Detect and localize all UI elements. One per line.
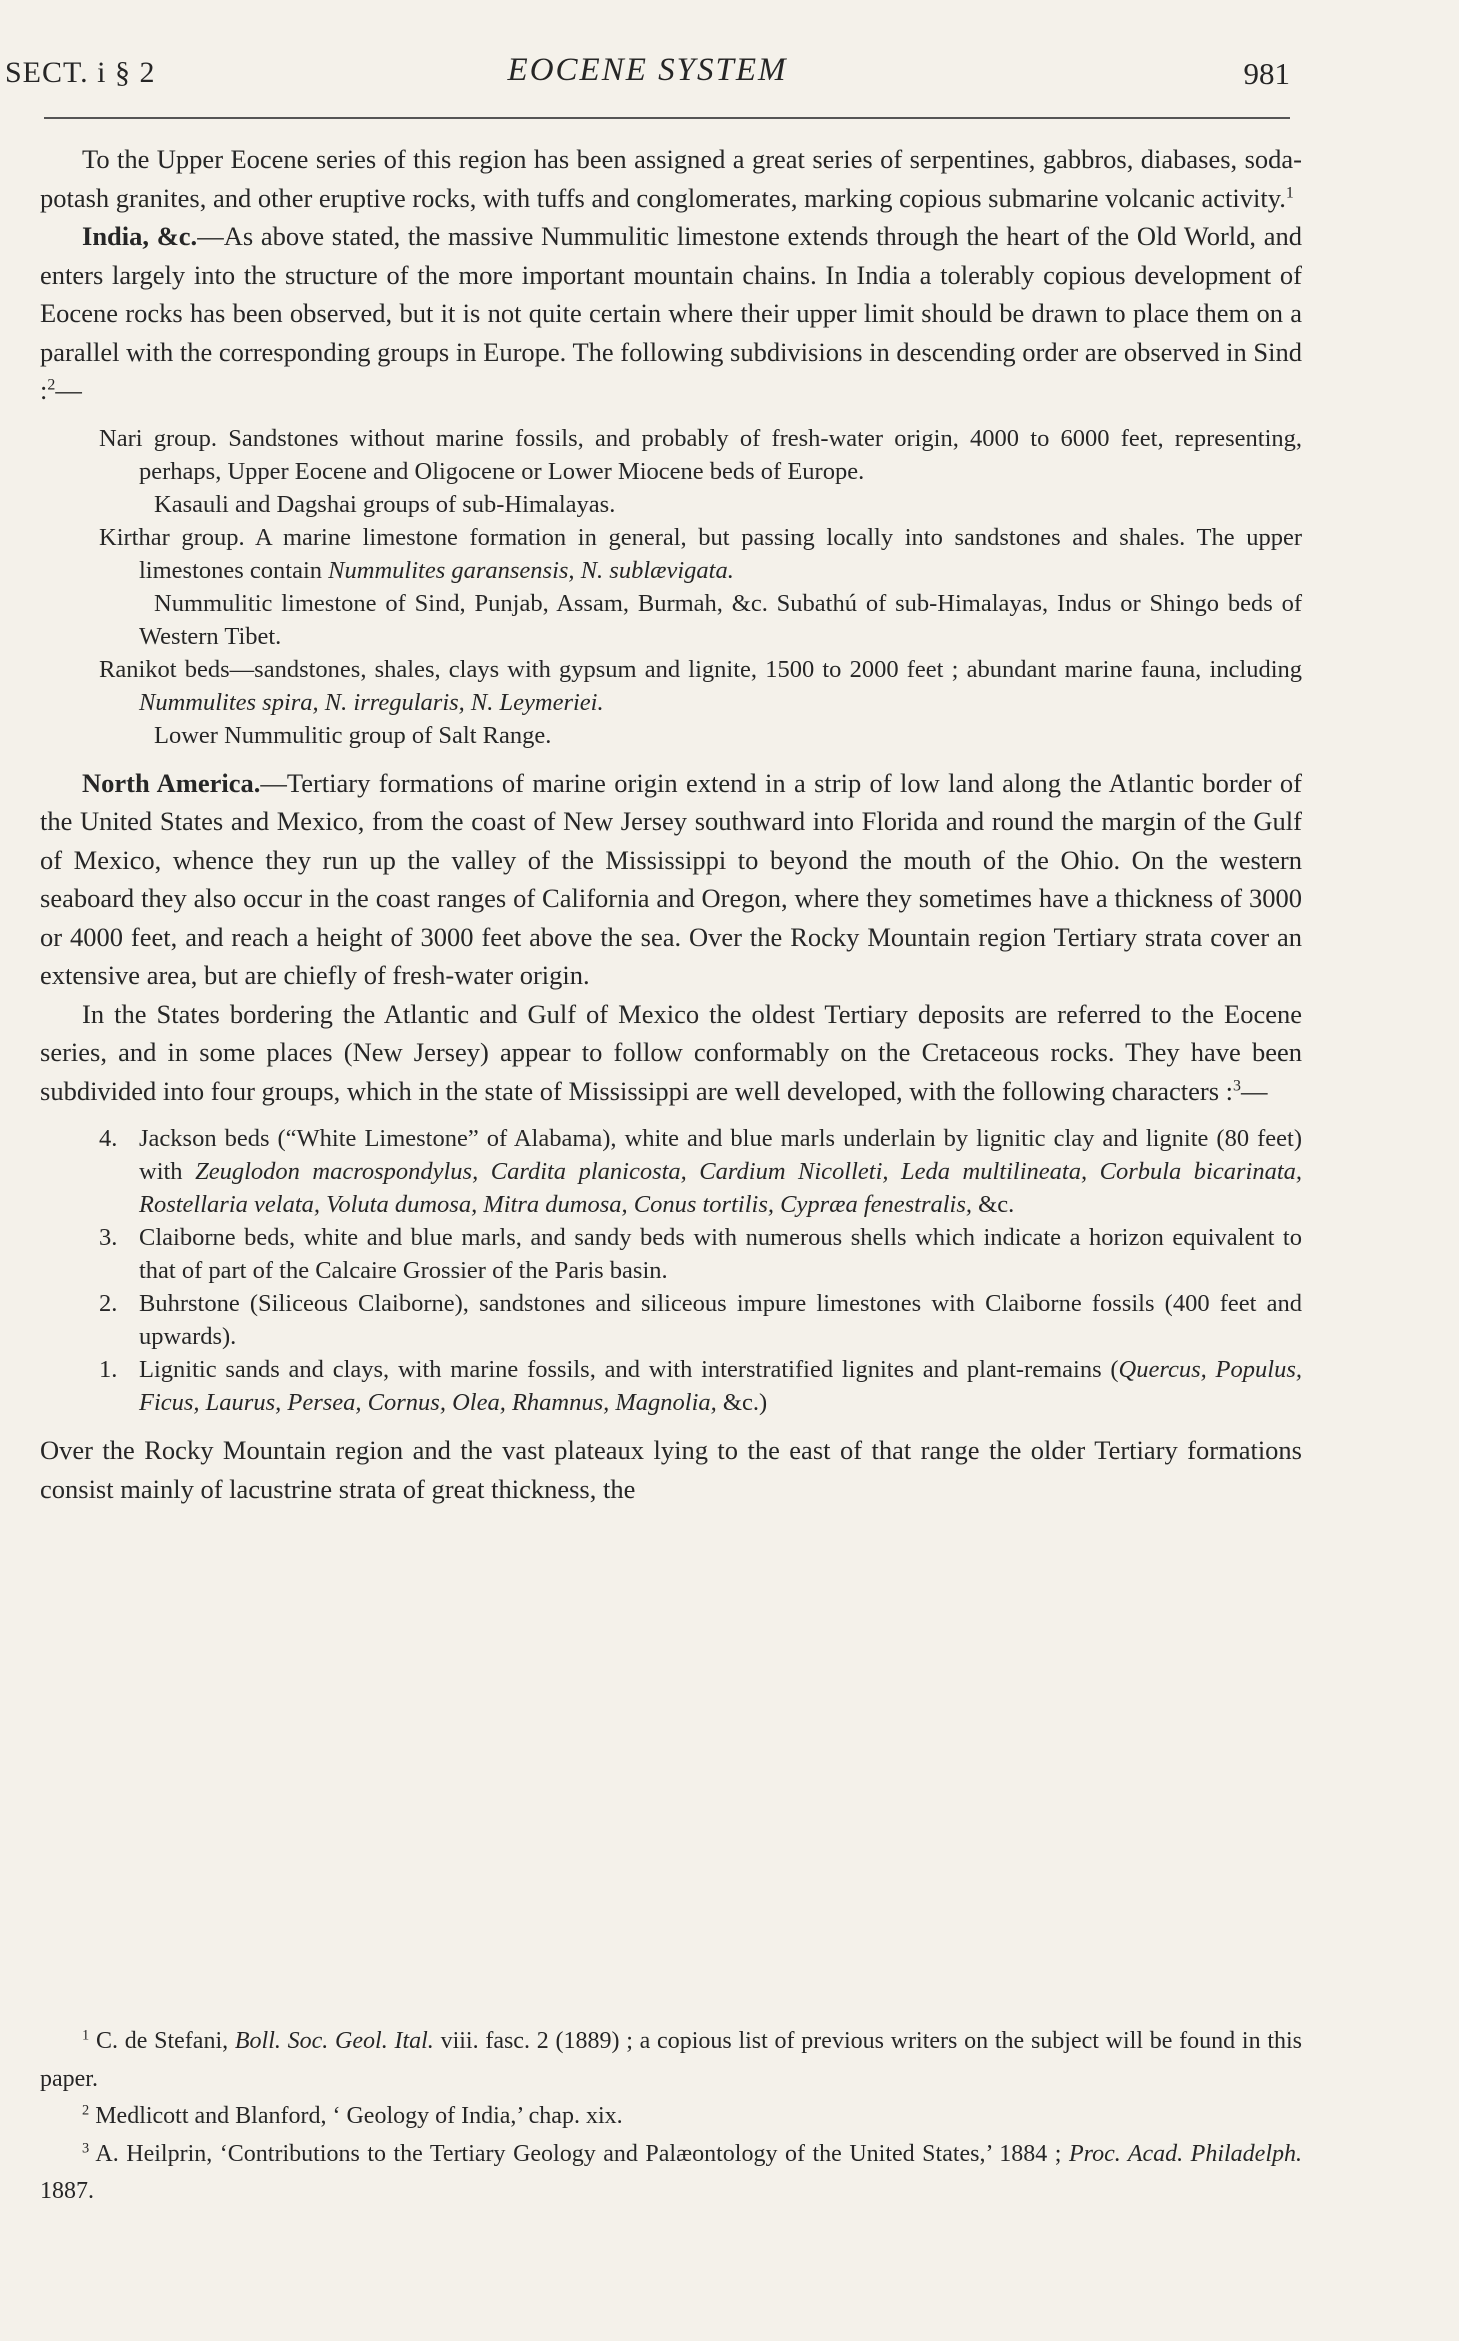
section-label: SECT. i § 2 <box>5 56 156 89</box>
paragraph-rocky-mountain: Over the Rocky Mountain region and the vast plateaux lying to the east of that range the older Tertiary formations consist mainly of lacustrine strata of great thickness, the <box>40 1435 1302 1504</box>
list-item: 1. Lignitic sands and clays, with marine fossils, and with interstratified lignites and plant-remains (Quercus, Populus, Ficus, Laurus, Persea, Cornus, Olea, Rhamnus, Magnolia, &c.) <box>99 1356 1302 1416</box>
running-header <box>5 52 1290 104</box>
list-item: 4. Jackson beds (“White Limestone” of Alabama), white and blue marls underlain by lignitic clay and lignite (80 feet) with Zeuglodon macrospondylus, Cardita planicosta, Cardium Nicolleti, Leda multilineata, Corbula bicarinata, Rostellaria velata, Voluta dumosa, Mitra dumosa, Conus tortilis, Cypræa fenestralis, &c. <box>99 1125 1303 1218</box>
paragraph-india: India, &c.—As above stated, the massive Nummulitic limestone extends through the heart of the Old World, and enters largely into the structure of the more important mountain chains. In India a tolerably copious development of Eocene rocks has been observed, but it is not quite certain where their upper limit should be drawn to place them on a parallel with the corresponding groups in Europe. The following subdivisions in descending order are observed in Sind :$^2$— <box>40 221 1302 405</box>
paragraph-north-america: North America.—Tertiary formations of marine origin extend in a strip of low land along the Atlantic border of the United States and Mexico, from the coast of New Jersey southward into Florida and round the margin of the Gulf of Mexico, whence they run up the valley of the Mississippi to beyond the mouth of the Ohio. On the western seaboard they also occur in the coast ranges of California and Oregon, where they sometimes have a thickness of 3000 or 4000 feet, and reach a height of 3000 feet above the sea. Over the Rocky Mountain region Tertiary strata cover an extensive area, but are chiefly of fresh-water origin. <box>40 767 1302 990</box>
us-strata-list <box>40 1122 1302 1419</box>
footnote-1: $^1$ C. de Stefani, Boll. Soc. Geol. Ital. viii. fasc. 2 (1889) ; a copious list of previous writers on the subject will be found in this paper. <box>40 2027 1303 2092</box>
list-item: Ranikot beds—sandstones, shales, clays with gypsum and lignite, 1500 to 2000 feet ; abundant marine fauna, including Nummulites spira, N. irregularis, N. Leymeriei. <box>99 655 1302 716</box>
list-item: Kirthar group. A marine limestone formation in general, but passing locally into sandstones and shales. The upper limestones contain Nummulites garansensis, N. sublævigata. <box>99 523 1302 584</box>
list-item: Kasauli and Dagshai groups of sub-Himalayas. <box>154 490 616 518</box>
running-title: EOCENE SYSTEM <box>507 52 788 88</box>
footnote-ref: 1 <box>1285 183 1294 201</box>
footnotes <box>40 2023 1302 2211</box>
page-number: 981 <box>1243 56 1290 91</box>
section-heading-india: India, &c. <box>82 221 198 251</box>
section-heading-north-america: North America. <box>82 767 261 798</box>
paragraph-upper-eocene: To the Upper Eocene series of this region has been assigned a great series of serpentines, gabbros, diabases, soda-potash granites, and other eruptive rocks, with tuffs and conglomerates, marking copious submarine volcanic activity.$^1$ <box>40 144 1302 213</box>
list-item: Nummulitic limestone of Sind, Punjab, Assam, Burmah, &c. Subathú of sub-Himalayas, Indus or Shingo beds of Western Tibet. <box>139 589 1302 650</box>
footnote-ref: 3 <box>1233 1076 1241 1094</box>
list-item: 2. Buhrstone (Siliceous Claiborne), sandstones and siliceous impure limestones with Claiborne fossils (400 feet and upwards). <box>99 1290 1302 1350</box>
list-item: 3. Claiborne beds, white and blue marls, and sandy beds with numerous shells which indicate a horizon equivalent to that of part of the Calcaire Grossier of the Paris basin. <box>99 1224 1302 1284</box>
footnote-3: $^3$ A. Heilprin, ‘Contributions to the Tertiary Geology and Palæontology of the United States,’ 1884 ; Proc. Acad. Philadelph. 1887. <box>40 2139 1302 2204</box>
paragraph-states: In the States bordering the Atlantic and Gulf of Mexico the oldest Tertiary deposits are referred to the Eocene series, and in some places (New Jersey) appear to follow conformably on the Cretaceous rocks. They have been subdivided into four groups, which in the state of Mississippi are well developed, with the following characters :$^3$— <box>40 998 1302 1106</box>
footnote-ref: 2 <box>47 376 56 394</box>
india-strata-list <box>40 422 1302 752</box>
header-rule <box>44 117 1290 119</box>
list-item: Nari group. Sandstones without marine fossils, and probably of fresh-water origin, 4000 to 6000 feet, representing, perhaps, Upper Eocene and Oligocene or Lower Miocene beds of Europe. <box>99 424 1302 485</box>
footnote-2: $^2$ Medlicott and Blanford, ‘ Geology of India,’ chap. xix. <box>82 2102 623 2129</box>
body-text <box>40 140 1302 1508</box>
list-item: Lower Nummulitic group of Salt Range. <box>154 721 552 749</box>
